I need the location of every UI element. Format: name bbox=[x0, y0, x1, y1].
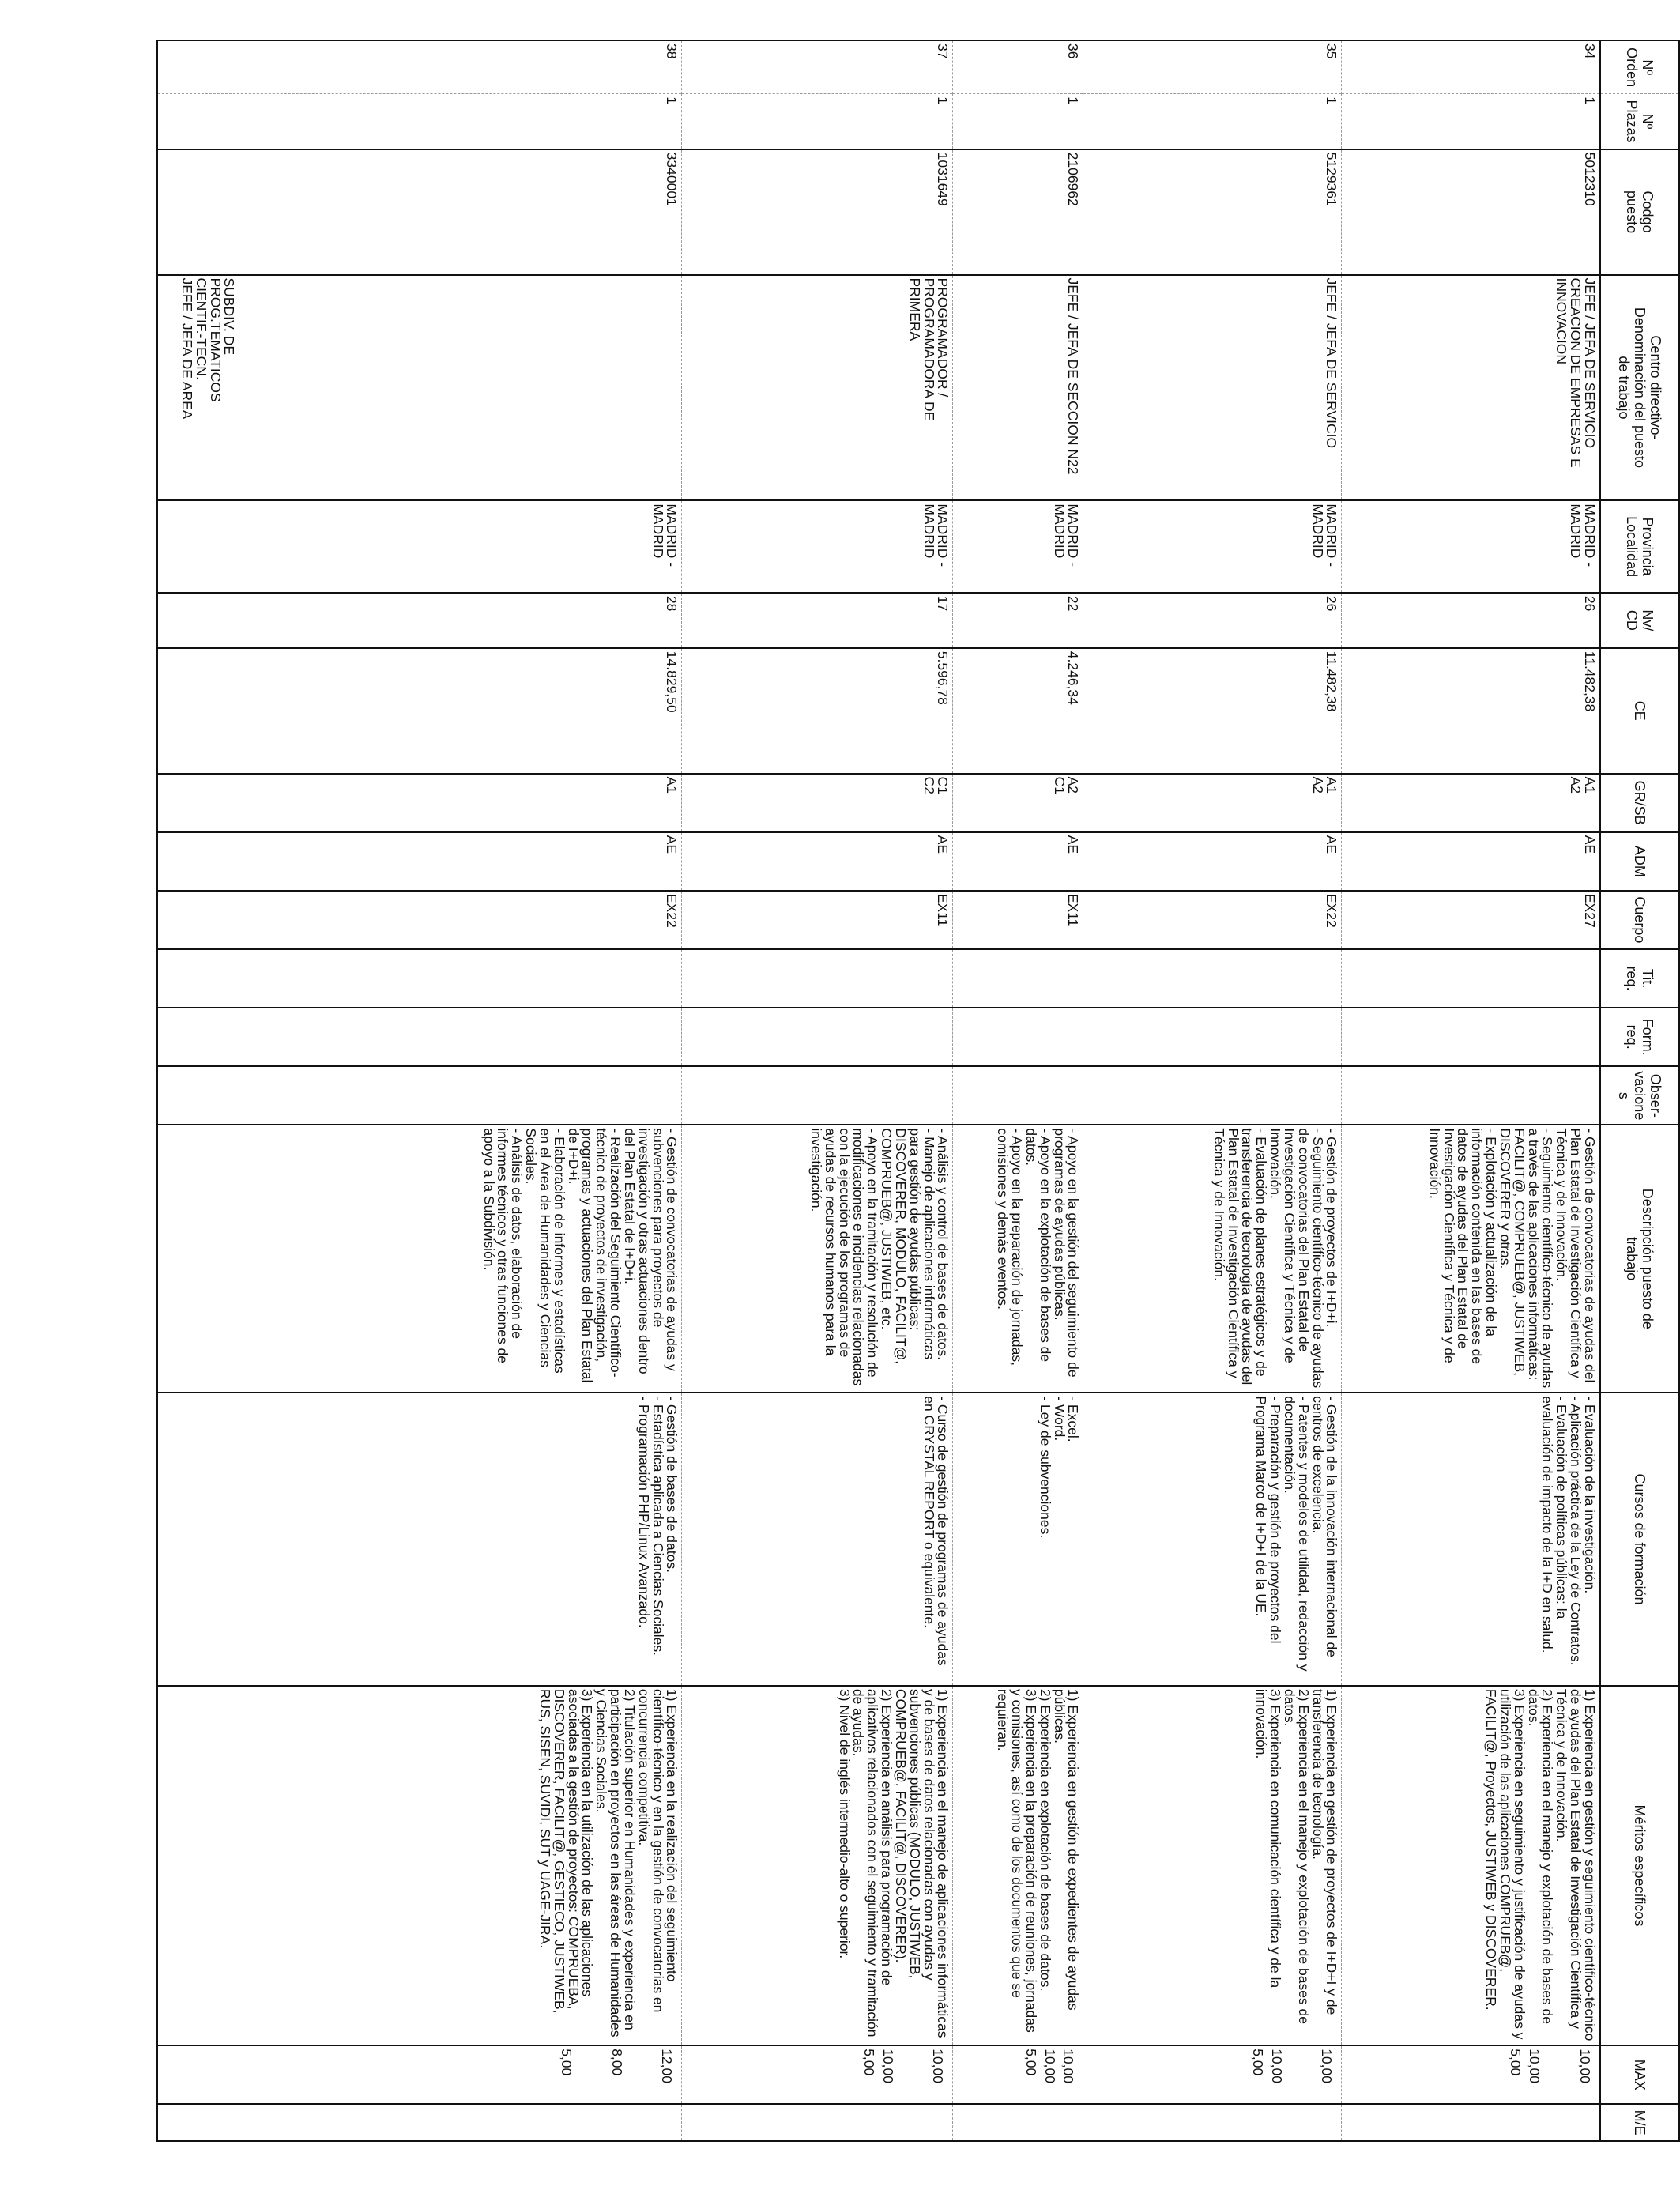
max-value: 5,00 bbox=[1023, 2049, 1039, 2076]
cell-centro-puesto: JEFE / JEFA DE SERVICIO bbox=[1324, 277, 1340, 449]
cell-obs bbox=[1083, 1066, 1342, 1125]
cell-codigo: 5012310 bbox=[1342, 149, 1600, 275]
cell-orden: 34 bbox=[1342, 40, 1600, 94]
cell-nivel: 28 bbox=[157, 593, 682, 648]
cell-plazas: 1 bbox=[1342, 94, 1600, 149]
cell-grupo: A1 bbox=[157, 774, 682, 832]
table-row bbox=[1083, 40, 1342, 2141]
max-value: 10,00 bbox=[880, 2049, 896, 2083]
header-nivel: Nv/ CD bbox=[1600, 593, 1679, 648]
cell-meritos: 1) Experiencia en gestión de expedientes de ayudas públicas. 2) Experiencia en explotación de bases de datos. 3) Experiencia en la preparación de reuniones, jornadas y comisiones, así como de los documentos que se requieran. bbox=[953, 1686, 1083, 2045]
cell-cuerpo: EX11 bbox=[682, 891, 953, 949]
cell-nivel: 17 bbox=[682, 593, 953, 648]
cell-centro bbox=[1342, 275, 1600, 501]
cell-centro-puesto: JEFE / JEFA DE AREA bbox=[179, 277, 195, 420]
cell-cursos: - Gestión de bases de datos. - Estadística aplicada a Ciencias Sociales. - Programación PHP/Linux Avanzado. bbox=[157, 1393, 682, 1686]
header-row bbox=[1600, 40, 1679, 2141]
cell-meritos: 1) Experiencia en gestión de proyectos de I+D+I y de transferencia de tecnología. 2) Experiencia en el manejo y explotación de bases de datos. 3) Experiencia en comunicación científica y de la innovación. bbox=[1083, 1686, 1342, 2045]
cell-meritos: 1) Experiencia en gestión y seguimiento científico-técnico de ayudas del Plan Estatal de Investigación Científica y Técnica y de Innovación. 2) Experiencia en el manejo y explotación de bases de datos. 3) Experiencia en seguimiento y justificación de ayudas y utilización de las aplicaciones COMPRUEB@, FACILIT@, Proyectos, JUSTIWEB y DISCOVERER. bbox=[1342, 1686, 1600, 2045]
max-value: 10,00 bbox=[1268, 2049, 1285, 2083]
cell-obs bbox=[953, 1066, 1083, 1125]
cell-provincia: MADRID - MADRID bbox=[953, 500, 1083, 592]
header-centro: Centro directivo- Denominación del puesto de trabajo bbox=[1600, 275, 1679, 501]
table-row bbox=[682, 40, 953, 2141]
cell-meritos: 1) Experiencia en el manejo de aplicaciones informáticas y de bases de datos relacionadas con ayudas y subvenciones públicas (MODULO, JUSTIWEB, COMPRUEB@, FACILIT@, DISCOVERER). 2) Experiencia en análisis para programación de aplicativos relacionados con el seguimiento y tramitación de ayudas. 3) Nivel de inglés intermedio-alto o superior. bbox=[682, 1686, 953, 2045]
cell-plazas: 1 bbox=[953, 94, 1083, 149]
header-form: Form. req. bbox=[1600, 1008, 1679, 1066]
cell-nivel: 26 bbox=[1342, 593, 1600, 648]
cell-provincia: MADRID - MADRID bbox=[157, 500, 682, 592]
cell-grupo: A1 A2 bbox=[1342, 774, 1600, 832]
cell-me bbox=[682, 2104, 953, 2141]
cell-cuerpo: EX27 bbox=[1342, 891, 1600, 949]
cell-cursos: - Curso de gestión de programas de ayudas en CRYSTAL REPORT o equivalente. bbox=[682, 1393, 953, 1686]
cell-cursos: - Gestión de la innovación internacional de centros de excelencia. - Patentes y modelos de utilidad, redacción y documentación. - Preparación y gestión de proyectos del Programa Marco de I+D+I de la UE. bbox=[1083, 1393, 1342, 1686]
cell-cuerpo: EX22 bbox=[1083, 891, 1342, 949]
cell-codigo: 2106962 bbox=[953, 149, 1083, 275]
cell-adm: AE bbox=[682, 832, 953, 891]
cell-plazas: 1 bbox=[1083, 94, 1342, 149]
cell-descripcion: - Análisis y control de bases de datos. - Manejo de aplicaciones informáticas para gestión de ayudas públicas: DISCOVERER, MODULO, FACILIT@, COMPRUEB@, JUSTIWEB, etc. - Apoyo en la tramitación y resolución de modificaciones e incidencias relacionadas con la ejecución de los programas de ayudas de recursos humanos para la investigación. bbox=[682, 1125, 953, 1393]
cell-meritos: 1) Experiencia en la realización del seguimiento científico-técnico y en la gestión de convocatorias en concurrencia competitiva. 2) Titulación superior en Humanidades y experiencia en participación en proyectos en las áreas de Humanidades y Ciencias Sociales. 3) Experiencia en la utilización de las aplicaciones asociadas a la gestión de proyectos: COMPRUEBA, DISCOVERER, FACILIT@, GESTIECO, JUSTIWEB, RUS, SISEN, SUVIDI, SUT y UAGE-JIRA. bbox=[157, 1686, 682, 2045]
max-value: 10,00 bbox=[930, 2049, 947, 2083]
cell-centro-puesto: JEFE / JEFA DE SECCION N22 bbox=[1065, 277, 1082, 475]
cell-descripcion: - Gestión de convocatorias de ayudas y subvenciones para proyectos de investigación y otras actuaciones dentro del Plan Estatal de I+D+i. - Realización del Seguimiento Científico-técnico de proyectos de investigación, programas y actuaciones del Plan Estatal de I+D+i. - Elaboración de informes y estadísticas en el Área de Humanidades y Ciencias Sociales. - Análisis de datos, elaboración de informes técnicos y otras funciones de apoyo a la Subdivisión. bbox=[157, 1125, 682, 1393]
max-value: 5,00 bbox=[1508, 2049, 1524, 2076]
header-descripcion: Descripción puesto de trabajo bbox=[1600, 1125, 1679, 1393]
max-value: 5,00 bbox=[558, 2049, 574, 2076]
cell-orden: 35 bbox=[1083, 40, 1342, 94]
cell-centro-puesto: PROGRAMADOR / PROGRAMADORA DE PRIMERA bbox=[906, 277, 951, 421]
cell-cursos: - Evaluación de la investigación. - Aplicación práctica de la Ley de Contratos. - Evaluación de políticas públicas: la evaluación de impacto de la I+D en salud. bbox=[1342, 1393, 1600, 1686]
header-n-plazas: Nº Plazas bbox=[1600, 94, 1679, 149]
cell-me bbox=[953, 2104, 1083, 2141]
cell-grupo: C1 C2 bbox=[682, 774, 953, 832]
header-tit: Tit. req. bbox=[1600, 949, 1679, 1008]
cell-me bbox=[157, 2104, 682, 2141]
cell-centro-top: SUBDIV. DE PROG.TEMATICOS CIENTIF.-TECN. bbox=[193, 277, 238, 402]
cell-cuerpo: EX11 bbox=[953, 891, 1083, 949]
table-row bbox=[157, 40, 682, 2141]
cell-tit bbox=[1342, 949, 1600, 1008]
cell-centro bbox=[157, 275, 682, 501]
cell-max bbox=[157, 2045, 682, 2104]
max-value: 10,00 bbox=[1042, 2049, 1058, 2083]
max-value: 5,00 bbox=[861, 2049, 877, 2076]
header-adm: ADM bbox=[1600, 832, 1679, 891]
cell-provincia: MADRID - MADRID bbox=[1342, 500, 1600, 592]
cell-plazas: 1 bbox=[157, 94, 682, 149]
cell-adm: AE bbox=[953, 832, 1083, 891]
cell-nivel: 22 bbox=[953, 593, 1083, 648]
cell-descripcion: - Gestión de proyectos de I+D+i. - Seguimiento científico-técnico de ayudas de convocatorias del Plan Estatal de Investigación Científica y Técnica y de Innovación. - Evaluación de planes estratégicos y de transferencia de tecnología de ayudas del Plan Estatal de Investigación Científica y Técnica y de Innovación. bbox=[1083, 1125, 1342, 1393]
header-provincia: Provincia Localidad bbox=[1600, 500, 1679, 592]
cell-me bbox=[1083, 2104, 1342, 2141]
cell-centro bbox=[682, 275, 953, 501]
cell-grupo: A2 C1 bbox=[953, 774, 1083, 832]
header-meritos: Méritos específicos bbox=[1600, 1686, 1679, 2045]
cell-form bbox=[953, 1008, 1083, 1066]
cell-form bbox=[1342, 1008, 1600, 1066]
cell-ce: 4.246,34 bbox=[953, 648, 1083, 774]
cell-ce: 5.596,78 bbox=[682, 648, 953, 774]
cell-cursos: - Excel. - Word. - Ley de subvenciones. bbox=[953, 1393, 1083, 1686]
max-value: 5,00 bbox=[1249, 2049, 1266, 2076]
max-value: 10,00 bbox=[1319, 2049, 1335, 2083]
header-max: MAX bbox=[1600, 2045, 1679, 2104]
cell-max bbox=[1342, 2045, 1600, 2104]
cell-tit bbox=[1083, 949, 1342, 1008]
cell-obs bbox=[157, 1066, 682, 1125]
cell-adm: AE bbox=[1342, 832, 1600, 891]
cell-codigo: 5129361 bbox=[1083, 149, 1342, 275]
cell-descripcion: - Apoyo en la gestión del seguimiento de programas de ayudas públicas. - Apoyo en la explotación de bases de datos. - Apoyo en la preparación de jornadas, comisiones y demás eventos. bbox=[953, 1125, 1083, 1393]
cell-codigo: 1031649 bbox=[682, 149, 953, 275]
cell-max bbox=[682, 2045, 953, 2104]
max-value: 8,00 bbox=[608, 2049, 625, 2076]
cell-obs bbox=[1342, 1066, 1600, 1125]
cell-me bbox=[1342, 2104, 1600, 2141]
cell-orden: 36 bbox=[953, 40, 1083, 94]
cell-provincia: MADRID - MADRID bbox=[1083, 500, 1342, 592]
max-value: 12,00 bbox=[659, 2049, 676, 2083]
max-value: 10,00 bbox=[1577, 2049, 1593, 2083]
header-grupo: GR/SB bbox=[1600, 774, 1679, 832]
cell-form bbox=[157, 1008, 682, 1066]
cell-orden: 38 bbox=[157, 40, 682, 94]
header-n-orden: Nº Orden bbox=[1600, 40, 1679, 94]
cell-cuerpo: EX22 bbox=[157, 891, 682, 949]
cell-tit bbox=[157, 949, 682, 1008]
cell-ce: 14.829,50 bbox=[157, 648, 682, 774]
header-obs: Obser- vaciones bbox=[1600, 1066, 1679, 1125]
table-row bbox=[953, 40, 1083, 2141]
cell-centro-puesto: JEFE / JEFA DE SERVICIO CREACION DE EMPRESAS E INNOVACION bbox=[1554, 277, 1598, 468]
header-me: M/E bbox=[1600, 2104, 1679, 2141]
cell-nivel: 26 bbox=[1083, 593, 1342, 648]
cell-plazas: 1 bbox=[682, 94, 953, 149]
cell-obs bbox=[682, 1066, 953, 1125]
cell-tit bbox=[953, 949, 1083, 1008]
table-row bbox=[1342, 40, 1600, 2141]
cell-codigo: 3340001 bbox=[157, 149, 682, 275]
cell-tit bbox=[682, 949, 953, 1008]
header-ce: CE bbox=[1600, 648, 1679, 774]
rotated-table-sheet bbox=[158, 0, 1680, 2143]
cell-descripcion: - Gestión de convocatorias de ayudas del Plan Estatal de Investigación Científica y Técnica y de Innovación. - Seguimiento científico-técnico de ayudas a través de las aplicaciones informáticas: FACILIT@, COMPRUEB@, JUSTIWEB, DISCOVERER y otras. - Explotación y actualización de la información contenida en las bases de datos de ayudas del Plan Estatal de Investigación Científica y Técnica y de Innovación. bbox=[1342, 1125, 1600, 1393]
job-positions-table bbox=[156, 40, 1680, 2142]
cell-grupo: A1 A2 bbox=[1083, 774, 1342, 832]
cell-adm: AE bbox=[1083, 832, 1342, 891]
header-cursos: Cursos de formación bbox=[1600, 1393, 1679, 1686]
max-value: 10,00 bbox=[1527, 2049, 1543, 2083]
cell-max bbox=[1083, 2045, 1342, 2104]
cell-centro bbox=[1083, 275, 1342, 501]
cell-form bbox=[682, 1008, 953, 1066]
cell-ce: 11.482,38 bbox=[1083, 648, 1342, 774]
cell-orden: 37 bbox=[682, 40, 953, 94]
cell-provincia: MADRID - MADRID bbox=[682, 500, 953, 592]
cell-ce: 11.482,38 bbox=[1342, 648, 1600, 774]
header-codigo: Codgo puesto bbox=[1600, 149, 1679, 275]
cell-centro bbox=[953, 275, 1083, 501]
max-value: 10,00 bbox=[1060, 2049, 1077, 2083]
cell-max bbox=[953, 2045, 1083, 2104]
header-cuerpo: Cuerpo bbox=[1600, 891, 1679, 949]
cell-adm: AE bbox=[157, 832, 682, 891]
cell-form bbox=[1083, 1008, 1342, 1066]
